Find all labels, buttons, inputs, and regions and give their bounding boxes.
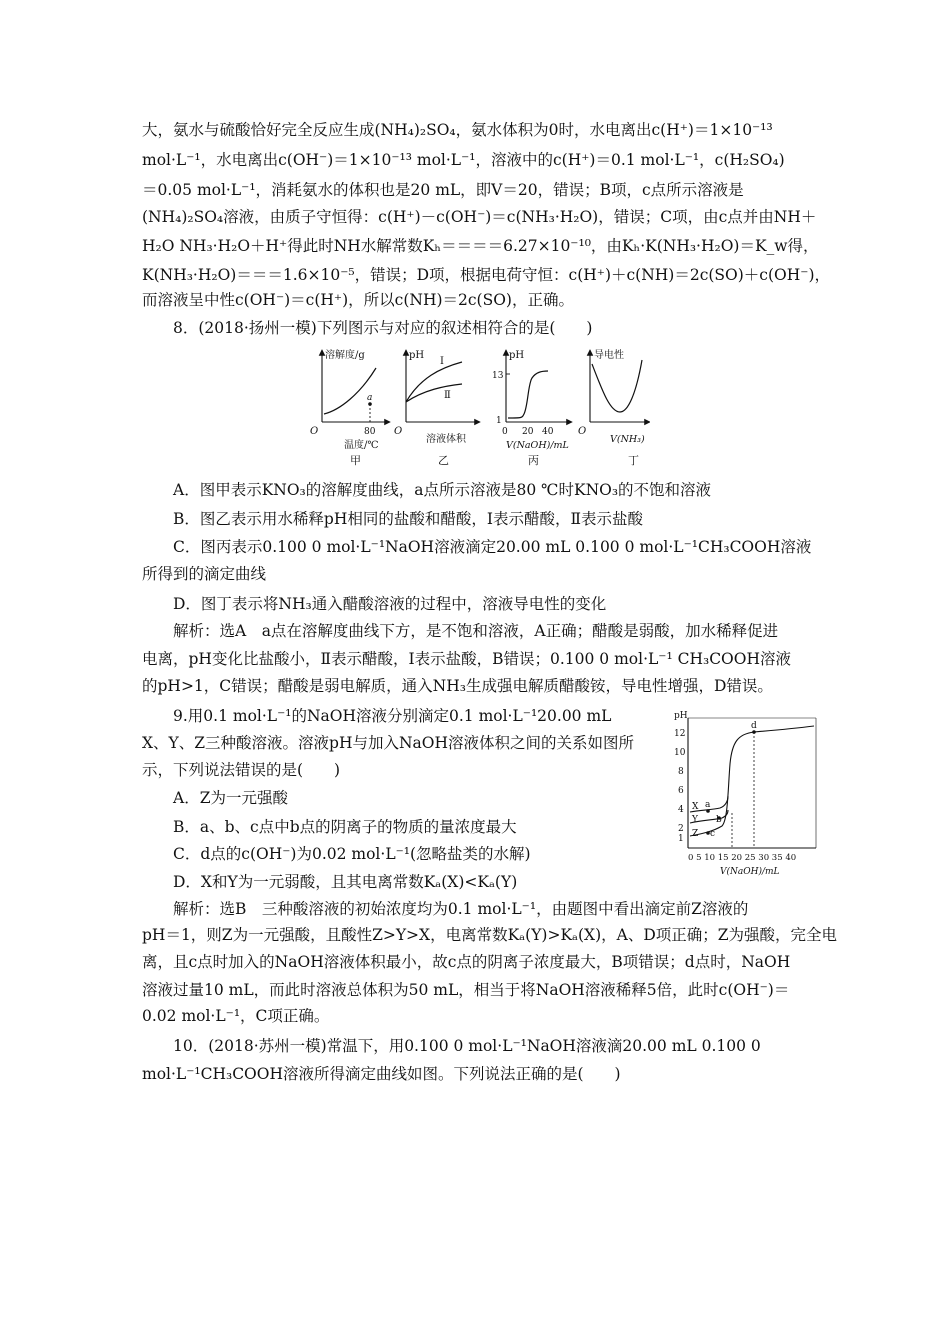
- text-line: H₂O NH₃·H₂O＋H⁺得此时NH水解常数Kₕ＝＝＝＝6.27×10⁻¹⁰，由Kₕ·K(NH₃·H₂O)＝K_w得，: [142, 237, 819, 255]
- caption: 丁: [628, 454, 639, 467]
- point-label: b: [716, 815, 722, 825]
- y-axis-label: pH: [509, 350, 525, 361]
- caption: 丙: [528, 454, 539, 467]
- caption: 乙: [438, 454, 449, 467]
- option-8-C: C．图丙表示0.100 0 mol·L⁻¹NaOH溶液滴定20.00 mL 0.100 0 mol·L⁻¹CH₃COOH溶液: [173, 538, 812, 556]
- y-axis-label: pH: [674, 711, 688, 721]
- x-axis-label: 溶液体积: [426, 434, 466, 445]
- titration-curve: [508, 371, 548, 418]
- y-ticks: [674, 711, 688, 844]
- graph-bing: [492, 350, 572, 467]
- y-tick: 1: [678, 834, 684, 844]
- origin-label: O: [578, 426, 587, 437]
- text-line: 而溶液呈中性c(OH⁻)＝c(H⁺)，所以c(NH)＝2c(SO)，正确。: [142, 291, 574, 309]
- x-axis-label: V(NH₃): [610, 434, 645, 445]
- text-line: ＝0.05 mol·L⁻¹，消耗氨水的体积也是20 mL，即V＝20，错误；B项，c点所示溶液是: [142, 181, 744, 199]
- option-9-D: D．X和Y为一元弱酸，且其电离常数Kₐ(X)<Kₐ(Y): [173, 873, 518, 891]
- graph-jia: [310, 348, 390, 467]
- option-8-A: A．图甲表示KNO₃的溶解度曲线，a点所示溶液是80 ℃时KNO₃的不饱和溶液: [173, 481, 712, 499]
- option-9-C: C．d点的c(OH⁻)为0.02 mol·L⁻¹(忽略盐类的水解): [173, 845, 531, 863]
- text-line: K(NH₃·H₂O)＝＝＝1.6×10⁻⁵，错误；D项，根据电荷守恒：c(H⁺)＋c(NH)＝2c(SO)＋c(OH⁻)，: [142, 266, 830, 284]
- point-label: a: [705, 800, 711, 810]
- option-8-D: D．图丁表示将NH₃通入醋酸溶液的过程中，溶液导电性的变化: [173, 595, 607, 613]
- point-label: a: [367, 393, 373, 403]
- text-line: 大，氨水与硫酸恰好完全反应生成(NH₄)₂SO₄，氨水体积为0时，水电离出c(H⁺)＝1×10⁻¹³: [142, 121, 773, 139]
- question-8-stem: 8．(2018·扬州一模)下列图示与对应的叙述相符合的是( ): [173, 319, 593, 337]
- y-axis-label: pH: [409, 350, 425, 361]
- question-9-stem: 9.用0.1 mol·L⁻¹的NaOH溶液分别滴定0.1 mol·L⁻¹20.00 mL: [173, 707, 612, 725]
- question-9-stem-cont: 示，下列说法错误的是( ): [142, 761, 341, 779]
- curve-label: Z: [692, 829, 699, 839]
- x-axis-label: V(NaOH)/mL: [720, 867, 780, 877]
- graph-yi: [394, 350, 480, 467]
- point-label: c: [710, 829, 716, 839]
- question-10-stem-cont: mol·L⁻¹CH₃COOH溶液所得滴定曲线如图。下列说法正确的是( ): [142, 1065, 621, 1083]
- question-10-stem: 10．(2018·苏州一模)常温下，用0.100 0 mol·L⁻¹NaOH溶液滴20.00 mL 0.100 0: [173, 1037, 761, 1055]
- x-tick-20: 20: [522, 427, 534, 437]
- curve-label: Y: [692, 815, 698, 825]
- curve-I: [406, 362, 462, 402]
- y-tick: 12: [674, 729, 686, 739]
- text-line: (NH₄)₂SO₄溶液，由质子守恒得：c(H⁺)－c(OH⁻)＝c(NH₃·H₂O)，错误；C项，由c点并由NH＋: [142, 208, 817, 226]
- y-tick: 4: [678, 805, 684, 815]
- option-9-A: A．Z为一元强酸: [173, 789, 288, 807]
- solution-8: 解析：选A a点在溶解度曲线下方，是不饱和溶液，A正确；醋酸是弱酸，加水稀释促进: [173, 622, 779, 640]
- solution-9-cont: pH＝1，则Z为一元强酸，且酸性Z>Y>X，电离常数Kₐ(Y)>Kₐ(X)，A、D项正确；Z为强酸，完全电: [142, 926, 838, 944]
- figure-9: [668, 708, 828, 880]
- origin-label: O: [310, 426, 319, 437]
- question-9-stem-cont: X、Y、Z三种酸溶液。溶液pH与加入NaOH溶液体积之间的关系如图所: [142, 734, 635, 752]
- y-tick-1: 1: [496, 416, 502, 426]
- text-line: mol·L⁻¹，水电离出c(OH⁻)＝1×10⁻¹³ mol·L⁻¹，溶液中的c(H⁺)＝0.1 mol·L⁻¹，c(H₂SO₄): [142, 151, 785, 169]
- x-tick-40: 40: [542, 427, 554, 437]
- option-9-B: B．a、b、c点中b点的阴离子的物质的量浓度最大: [173, 818, 517, 836]
- solution-9-cont: 离，且c点时加入的NaOH溶液体积最小，故c点的阴离子浓度最大，B项错误；d点时，NaOH: [142, 953, 791, 971]
- origin-label: O: [394, 426, 403, 437]
- solubility-curve: [324, 368, 376, 414]
- x-axis-label: V(NaOH)/mL: [506, 440, 569, 451]
- y-tick: 8: [678, 767, 684, 777]
- y-tick: 2: [678, 824, 684, 834]
- curve-I-label: Ⅰ: [440, 356, 444, 367]
- figure-8: [310, 344, 650, 472]
- curve-II-label: Ⅱ: [444, 390, 451, 401]
- graph-ding: [578, 348, 650, 467]
- y-tick-13: 13: [492, 371, 504, 381]
- y-tick: 10: [674, 748, 686, 758]
- y-tick: 6: [678, 786, 684, 796]
- point-label: d: [751, 721, 757, 731]
- x-ticks: 0 5 10 15 20 25 30 35 40: [688, 853, 797, 863]
- curve-II: [406, 384, 462, 402]
- x-axis-label: 温度/℃: [344, 440, 379, 451]
- solution-9: 解析：选B 三种酸溶液的初始浓度均为0.1 mol·L⁻¹，由题图中看出滴定前Z溶液的: [173, 900, 749, 918]
- origin-label: 0: [502, 427, 508, 437]
- curve-label: X: [692, 802, 699, 812]
- solution-9-cont: 溶液过量10 mL，而此时溶液总体积为50 mL，相当于将NaOH溶液稀释5倍，此时c(OH⁻)＝: [142, 981, 790, 999]
- y-axis-label: 溶解度/g: [325, 350, 365, 361]
- conductivity-curve: [592, 360, 642, 412]
- x-tick: 80: [364, 427, 376, 437]
- solution-9-cont: 0.02 mol·L⁻¹，C项正确。: [142, 1007, 330, 1025]
- option-8-C-cont: 所得到的滴定曲线: [142, 565, 267, 583]
- y-axis-label: 导电性: [594, 350, 624, 361]
- caption: 甲: [350, 454, 361, 467]
- solution-8-cont: 的pH>1，C错误；醋酸是弱电解质，通入NH₃生成强电解质醋酸铵，导电性增强，D错误。: [142, 677, 773, 695]
- option-8-B: B．图乙表示用水稀释pH相同的盐酸和醋酸，Ⅰ表示醋酸，Ⅱ表示盐酸: [173, 510, 643, 528]
- solution-8-cont: 电离，pH变化比盐酸小，Ⅱ表示醋酸，Ⅰ表示盐酸，B错误；0.100 0 mol·L⁻¹ CH₃COOH溶液: [142, 650, 791, 668]
